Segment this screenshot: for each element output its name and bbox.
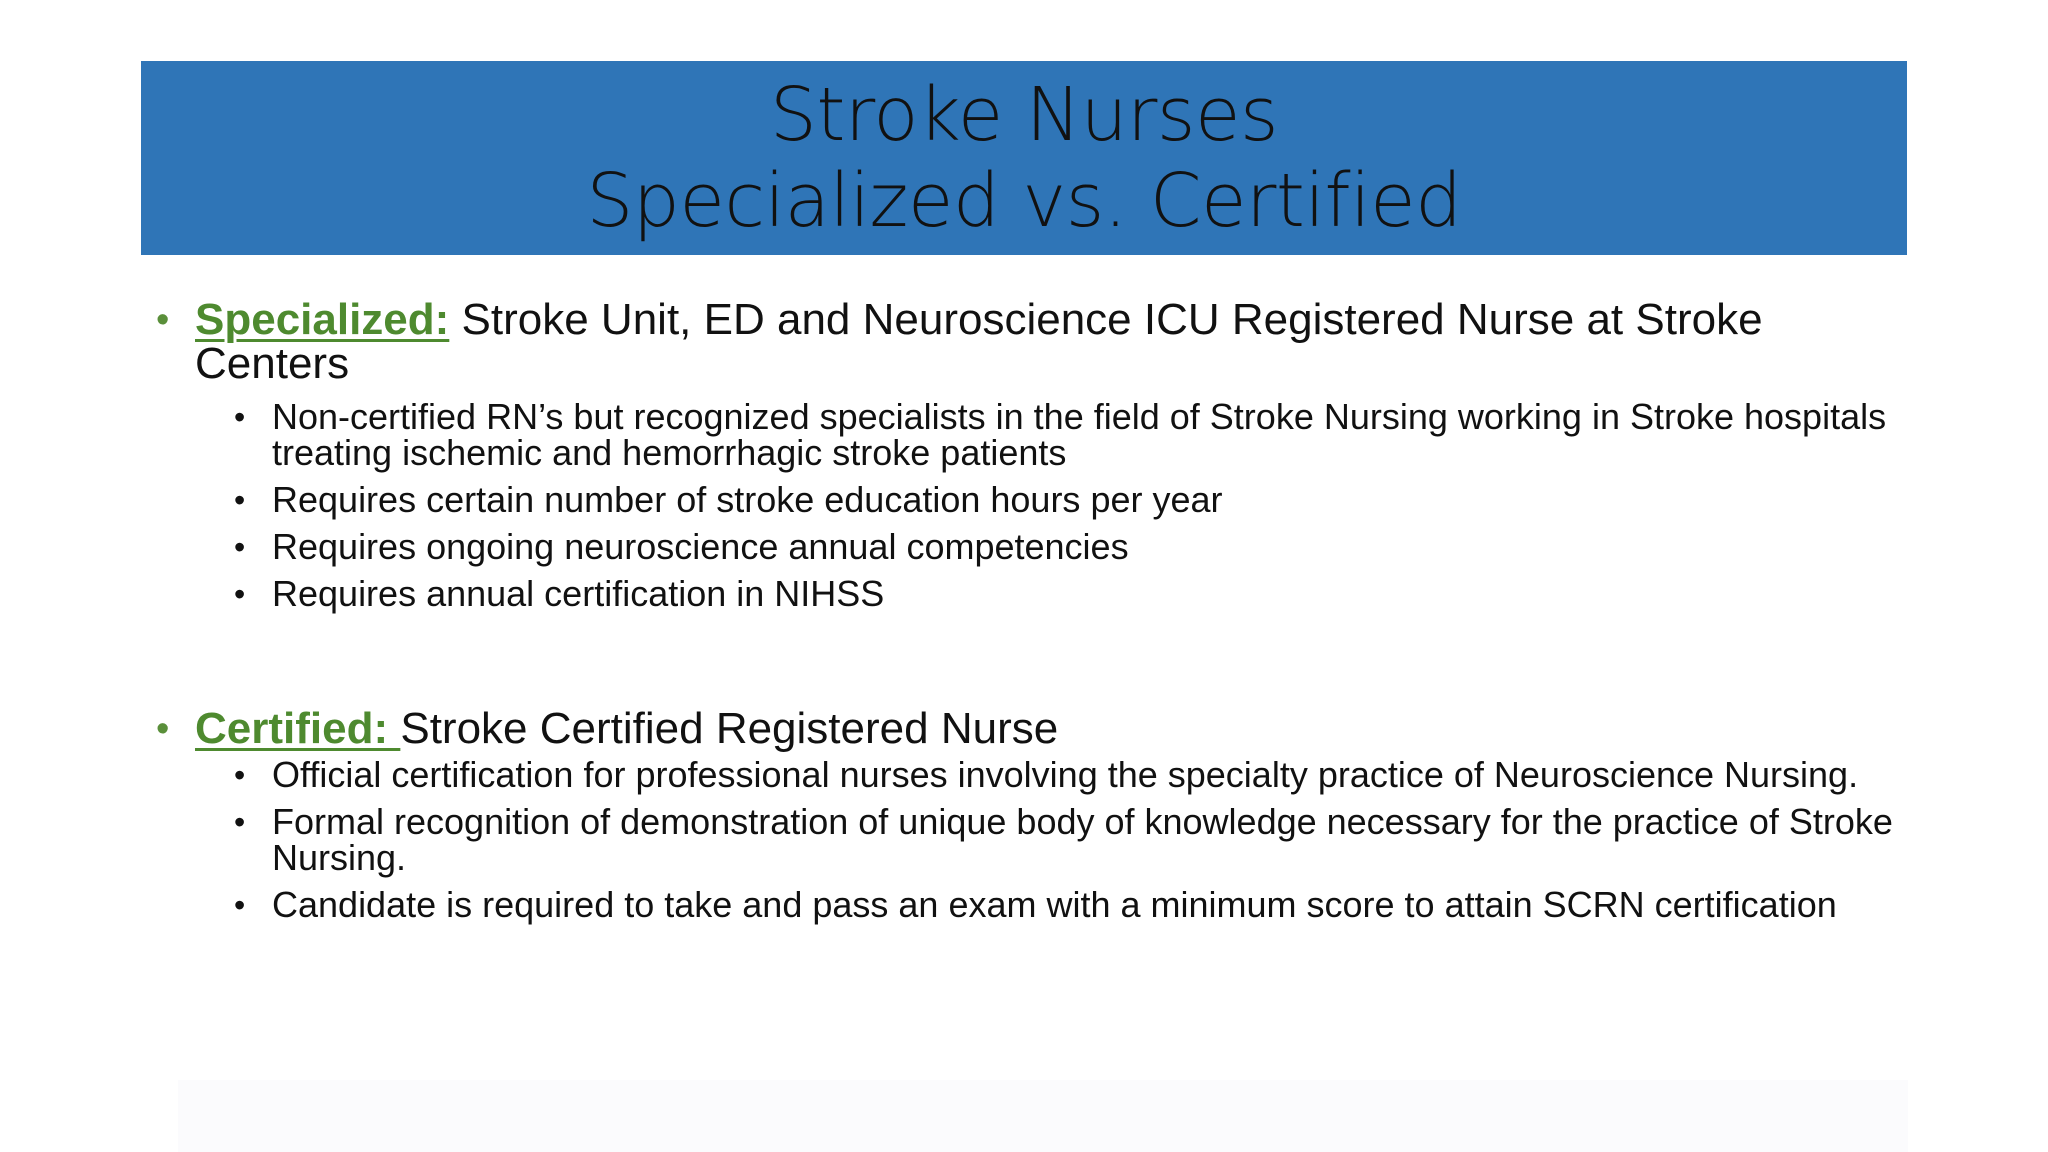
bullet-dot-icon: •: [234, 887, 246, 923]
slide-title-line-2: Specialized vs. Certified: [586, 158, 1462, 244]
specialized-lead-term: Specialized:: [195, 295, 450, 344]
bullet-dot-icon: •: [234, 482, 246, 518]
bullet-dot-icon: •: [156, 708, 170, 750]
bullet-dot-icon: •: [234, 804, 246, 840]
slide-content: [150, 295, 1910, 934]
bullet-dot-icon: •: [156, 299, 170, 341]
section-spacer: [150, 623, 1910, 707]
slide-bottom-shade: [178, 1080, 1908, 1152]
list-item-text: Requires ongoing neuroscience annual competencies: [272, 526, 1129, 567]
bullet-certified: [150, 704, 1910, 753]
bullet-dot-icon: •: [234, 576, 246, 612]
list-item: [234, 801, 1910, 878]
list-item-text: Requires certain number of stroke education hours per year: [272, 479, 1223, 520]
list-item: [234, 573, 1910, 614]
title-band: [141, 61, 1907, 255]
list-item-text: Formal recognition of demonstration of unique body of knowledge necessary for the practice of Stroke Nursing.: [272, 801, 1893, 878]
bullet-dot-icon: •: [234, 399, 246, 435]
list-item-text: Non-certified RN’s but recognized specialists in the field of Stroke Nursing working in Stroke hospitals treating ischemic and hemorrhagic stroke patients: [272, 396, 1887, 473]
bullet-specialized: [150, 295, 1910, 388]
list-item-text: Official certification for professional nurses involving the specialty practice of Neuroscience Nursing.: [272, 754, 1859, 795]
specialized-description: Stroke Unit, ED and Neuroscience ICU Registered Nurse at Stroke Centers: [195, 295, 1763, 388]
list-item: [234, 526, 1910, 567]
certified-description: Stroke Certified Registered Nurse: [400, 704, 1059, 753]
list-item: [234, 884, 1910, 925]
list-item-text: Requires annual certification in NIHSS: [272, 573, 885, 614]
bullet-dot-icon: •: [234, 757, 246, 793]
list-item: [234, 396, 1910, 473]
list-item: [234, 754, 1910, 795]
list-item-text: Candidate is required to take and pass an exam with a minimum score to attain SCRN certification: [272, 884, 1837, 925]
certified-sublist: [150, 754, 1910, 925]
specialized-sublist: [150, 396, 1910, 614]
certified-lead-term: Certified:: [195, 704, 401, 753]
bullet-dot-icon: •: [234, 529, 246, 565]
slide-title-line-1: Stroke Nurses: [769, 72, 1279, 158]
list-item: [234, 479, 1910, 520]
